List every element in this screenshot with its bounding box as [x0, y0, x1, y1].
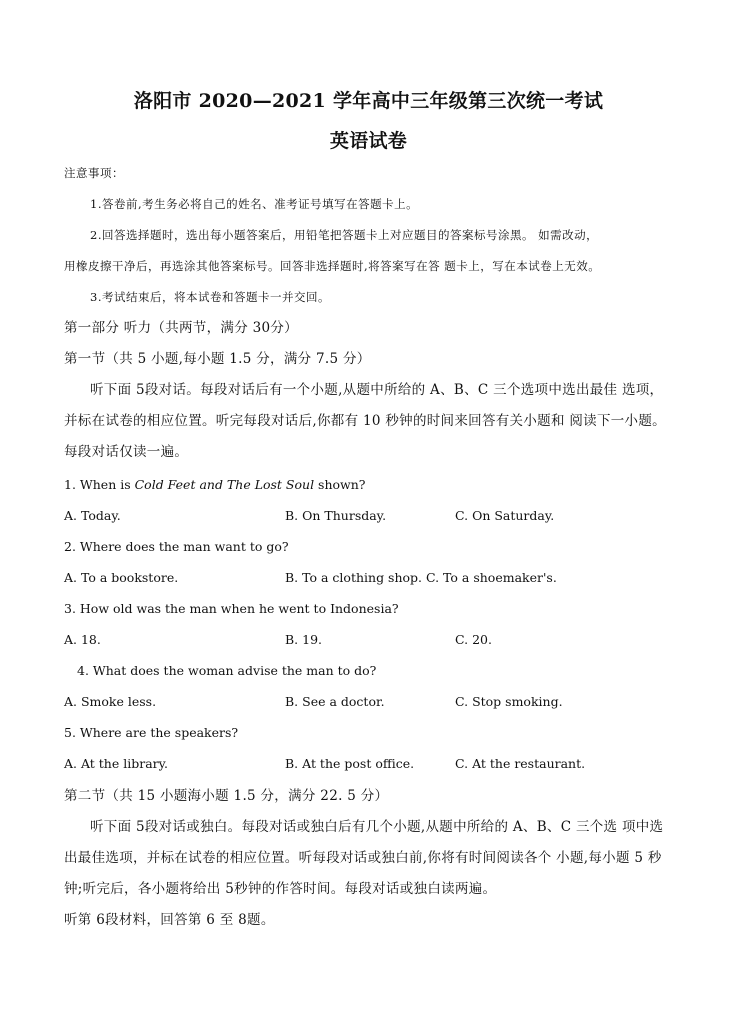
- note-item-3: 3.考试结束后，将本试卷和答题卡一并交回。: [90, 290, 330, 304]
- section1-heading: 第一节（共 5 小题,每小题 1.5 分，满分 7.5 分）: [64, 351, 371, 367]
- notes-heading: 注意事项：: [64, 166, 124, 180]
- note-item-1: 1.答卷前,考生务必将自己的姓名、准考证号填写在答题卡上。: [90, 197, 419, 211]
- question-1-option-a: A. Today.: [64, 508, 121, 523]
- question-5: 5. Where are the speakers?: [64, 725, 239, 740]
- question-1-option-c: C. On Saturday.: [455, 508, 555, 523]
- question-4: 4. What does the woman advise the man to do?: [77, 663, 377, 678]
- question-4-option-a: A. Smoke less.: [64, 694, 157, 709]
- question-5-option-c: C. At the restaurant.: [455, 756, 586, 771]
- question-1-suffix: shown?: [314, 477, 366, 492]
- question-1-option-b: B. On Thursday.: [285, 508, 387, 523]
- note-item-2-line-2: 用橡皮擦干净后，再选涂其他答案标号。回答非选择题时,将答案写在答 题卡上，写在本试卷上无效。: [64, 259, 601, 273]
- question-4-option-b: B. See a doctor.: [285, 694, 385, 709]
- question-1: [64, 476, 366, 494]
- question-2: 2. Where does the man want to go?: [64, 539, 289, 554]
- question-2-option-a: A. To a bookstore.: [64, 570, 179, 585]
- section2-material-6: 听第 6段材料，回答第 6 至 8题。: [64, 912, 275, 928]
- note-item-2-line-1: 2.回答选择题时，选出每小题答案后，用铅笔把答题卡上对应题目的答案标号涂黑。 如需改动，: [90, 228, 599, 242]
- question-3: 3. How old was the man when he went to Indonesia?: [64, 601, 399, 616]
- question-3-option-c: C. 20.: [455, 632, 492, 647]
- section1-instruction-line-2: 并标在试卷的相应位置。听完每段对话后,你都有 10 秒钟的时间来回答有关小题和 阅读下一小题。: [64, 413, 666, 429]
- section1-instruction-line-1: 听下面 5段对话。每段对话后有一个小题,从题中所给的 A、B、C 三个选项中选出最佳 选项，: [90, 382, 664, 398]
- section2-heading: 第二节（共 15 小题海小题 1.5 分，满分 22. 5 分）: [64, 788, 389, 804]
- question-5-option-a: A. At the library.: [64, 756, 168, 771]
- section2-instruction-line-3: 钟;听完后，各小题将给出 5秒钟的作答时间。每段对话或独白读两遍。: [64, 881, 497, 897]
- exam-subtitle: 英语试卷: [329, 130, 408, 152]
- question-3-option-b: B. 19.: [285, 632, 323, 647]
- part1-heading: 第一部分 听力（共两节，满分 30分）: [64, 320, 298, 336]
- question-3-option-a: A. 18.: [64, 632, 101, 647]
- question-1-title-italic: Cold Feet and The Lost Soul: [134, 477, 315, 492]
- question-1-prefix: 1. When is: [64, 477, 135, 492]
- question-4-option-c: C. Stop smoking.: [455, 694, 563, 709]
- question-5-option-b: B. At the post office.: [285, 756, 415, 771]
- section2-instruction-line-1: 听下面 5段对话或独白。每段对话或独白后有几个小题,从题中所给的 A、B、C 三个选 项中选: [90, 819, 664, 835]
- section2-instruction-line-2: 出最佳选项，并标在试卷的相应位置。听每段对话或独白前,你将有时间阅读各个 小题,每小题 5 秒: [64, 850, 662, 866]
- question-2-option-b-c: B. To a clothing shop. C. To a shoemaker's.: [285, 570, 557, 585]
- section1-instruction-line-3: 每段对话仅读一遍。: [64, 444, 189, 460]
- exam-title: 洛阳市 2020—2021 学年高中三年级第三次统一考试: [133, 90, 604, 112]
